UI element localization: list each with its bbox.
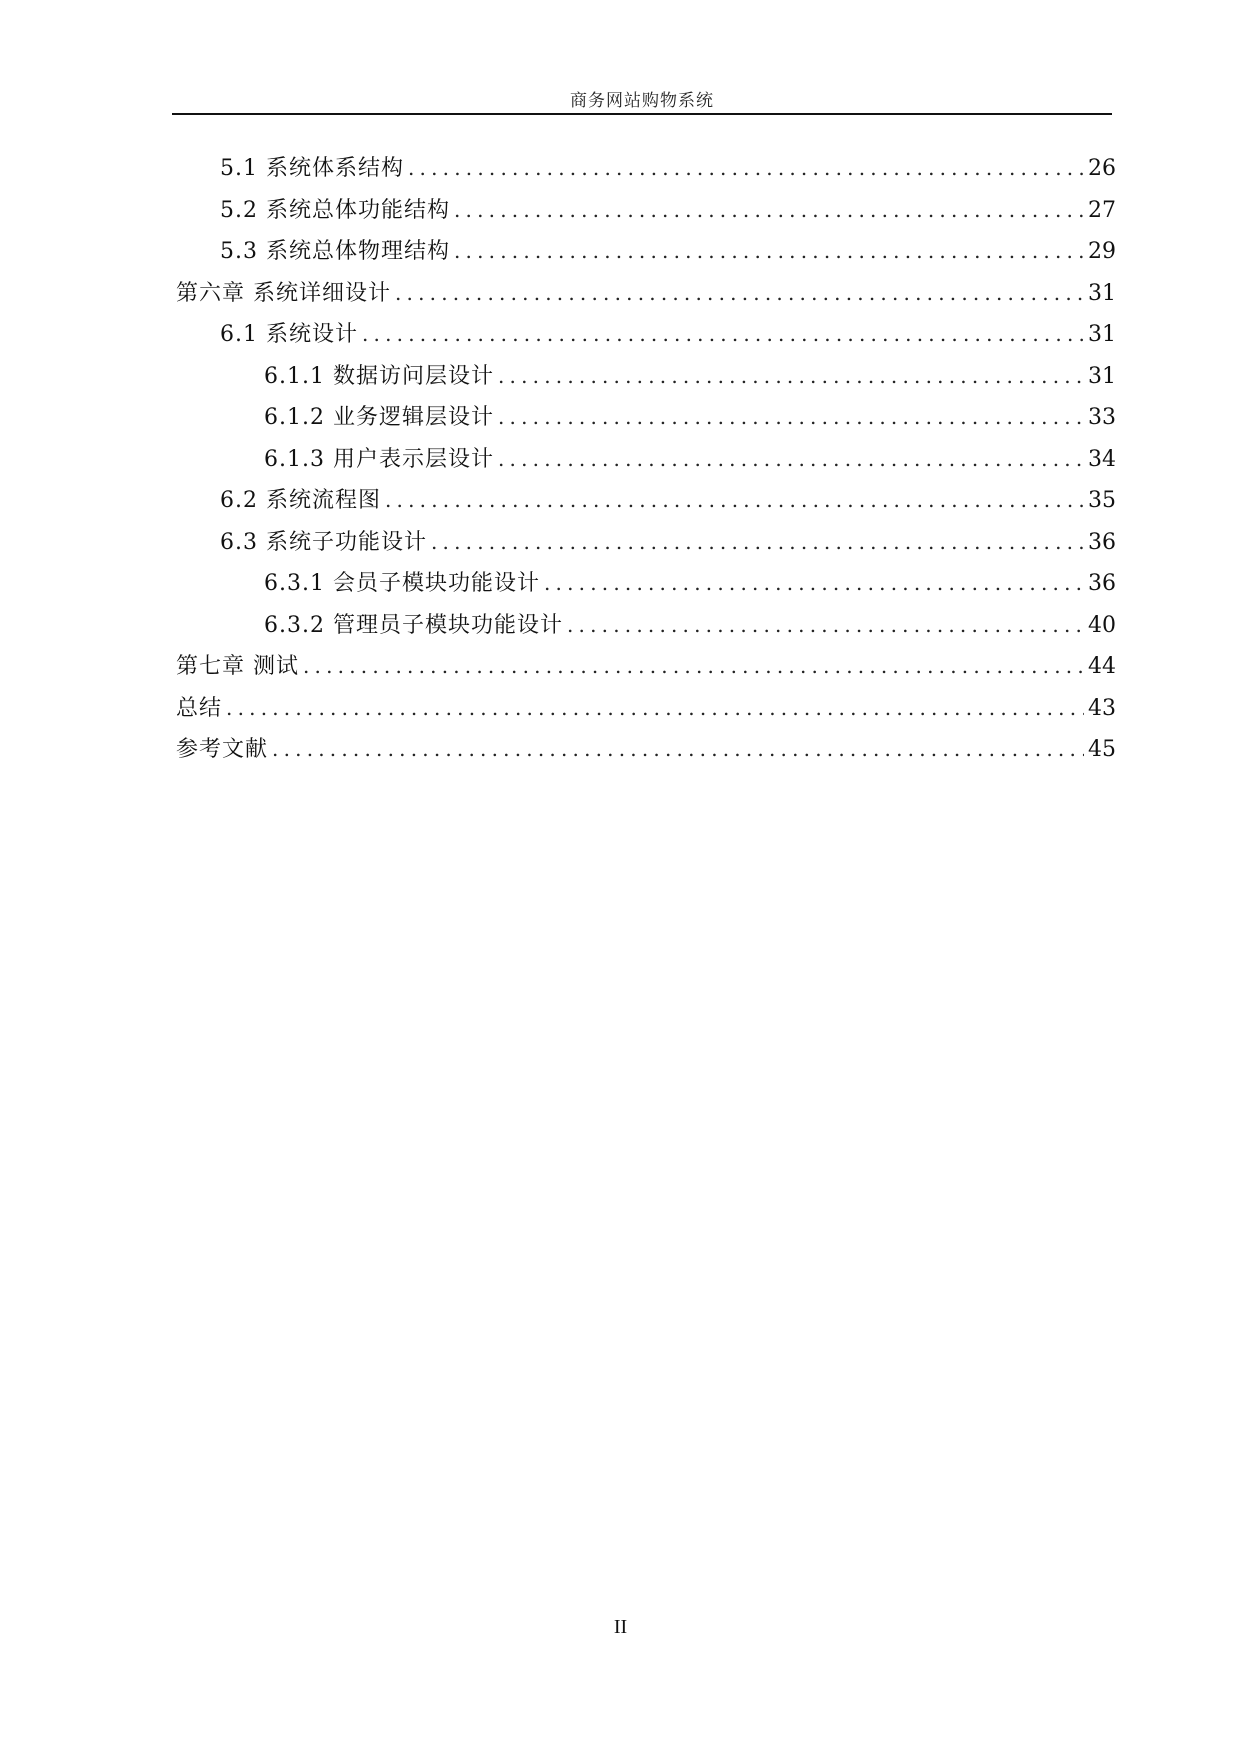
table-of-contents [176,148,1116,771]
toc-entry-page: 44 [1088,654,1116,679]
toc-entry [176,480,1116,522]
toc-dot-leader [272,729,1084,771]
toc-entry [176,522,1116,564]
toc-dot-leader [454,190,1084,232]
toc-entry-page: 31 [1088,363,1116,389]
toc-entry-page: 34 [1088,446,1116,472]
toc-dot-leader [362,314,1084,356]
toc-dot-leader [498,397,1084,439]
toc-entry-page: 36 [1088,571,1116,596]
toc-dot-leader [408,148,1084,190]
toc-entry-title: 6.3.2 管理员子模块功能设计 [264,612,563,638]
toc-entry [176,231,1116,273]
toc-entry [176,273,1116,315]
toc-dot-leader [385,480,1084,522]
toc-entry-page: 33 [1088,405,1116,430]
toc-entry-page: 26 [1088,156,1116,181]
toc-dot-leader [226,688,1084,730]
toc-entry-title: 6.2 系统流程图 [220,488,381,513]
toc-entry-title: 6.1.1 数据访问层设计 [264,363,494,389]
header-rule [172,113,1112,115]
toc-entry-page: 40 [1088,612,1116,638]
toc-dot-leader [498,439,1084,481]
toc-entry [176,148,1116,190]
toc-entry-page: 36 [1088,529,1116,555]
toc-dot-leader [567,605,1084,647]
toc-entry-title: 第七章 测试 [176,654,299,679]
toc-entry-title: 5.1 系统体系结构 [220,156,404,181]
toc-entry [176,605,1116,647]
toc-entry-title: 6.3 系统子功能设计 [220,529,427,555]
toc-entry [176,314,1116,356]
toc-dot-leader [395,273,1084,315]
toc-entry-page: 45 [1088,737,1116,762]
toc-entry-page: 29 [1088,239,1116,264]
toc-entry-title: 6.1 系统设计 [220,322,358,347]
toc-entry-title: 第六章 系统详细设计 [176,280,391,306]
toc-entry-page: 43 [1088,695,1116,721]
toc-entry-title: 5.3 系统总体物理结构 [220,239,450,264]
toc-dot-leader [431,522,1084,564]
toc-entry-page: 27 [1088,197,1116,223]
toc-entry [176,563,1116,605]
toc-dot-leader [303,646,1084,688]
toc-entry-title: 参考文献 [176,737,269,762]
toc-entry-page: 31 [1088,322,1116,347]
toc-entry [176,190,1116,232]
toc-entry-page: 31 [1088,280,1116,306]
toc-entry [176,397,1116,439]
toc-entry [176,439,1116,481]
toc-entry [176,356,1116,398]
toc-entry-title: 总结 [176,695,223,721]
running-header: 商务网站购物系统 [570,91,714,111]
toc-entry [176,646,1116,688]
page-number: II [613,1616,628,1638]
toc-entry-title: 6.1.2 业务逻辑层设计 [264,405,494,430]
toc-dot-leader [544,563,1084,605]
toc-dot-leader [454,231,1084,273]
toc-entry [176,729,1116,771]
toc-entry-page: 35 [1088,488,1116,513]
toc-dot-leader [498,356,1084,398]
toc-entry-title: 5.2 系统总体功能结构 [220,197,450,223]
toc-entry-title: 6.3.1 会员子模块功能设计 [264,571,540,596]
toc-entry [176,688,1116,730]
toc-entry-title: 6.1.3 用户表示层设计 [264,446,494,472]
